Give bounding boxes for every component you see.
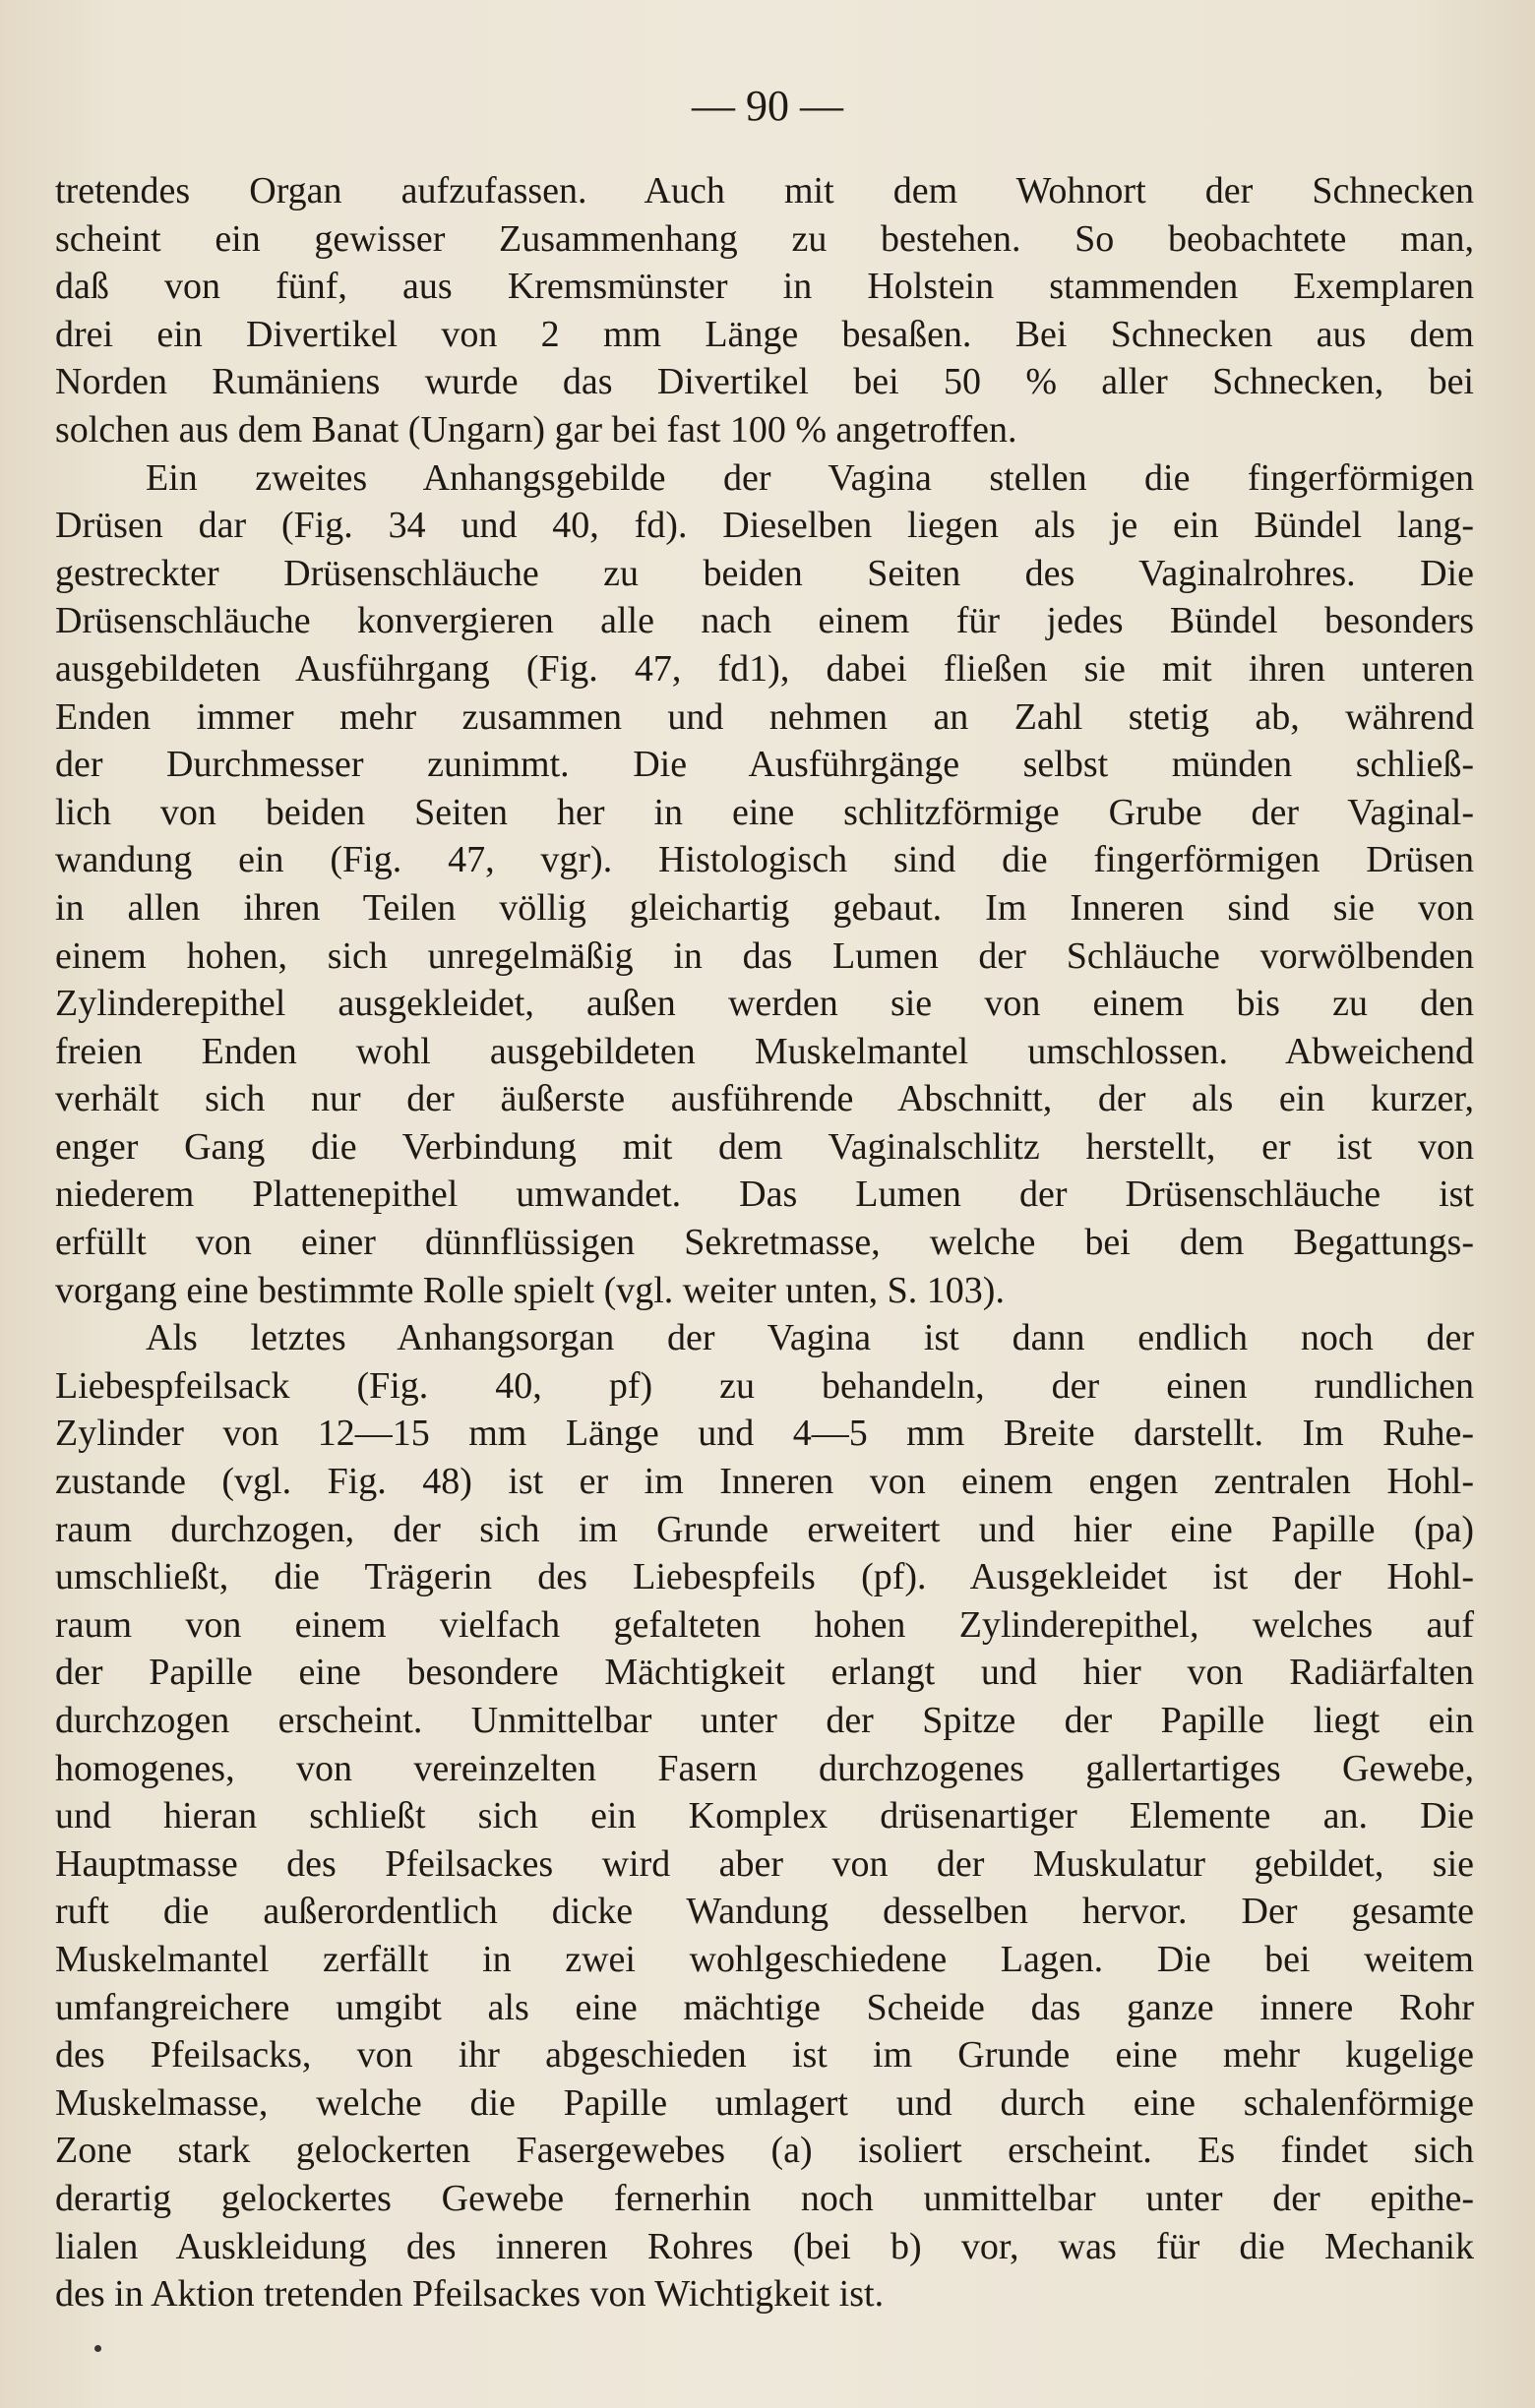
text-line: verhält sich nur der äußerste ausführende Abschnitt, der als ein kurzer, xyxy=(55,1078,1474,1120)
text-line: in allen ihren Teilen völlig gleichartig gebaut. Im Inneren sind sie von xyxy=(55,886,1474,929)
text-line: zustande (vgl. Fig. 48) ist er im Inneren von einem engen zentralen Hohl- xyxy=(55,1461,1474,1503)
text-line: Liebespfeilsack (Fig. 40, pf) zu behandeln, der einen rundlichen xyxy=(55,1364,1474,1407)
text-line: Zone stark gelockerten Fasergewebes (a) isoliert erscheint. Es findet sich xyxy=(55,2130,1474,2172)
text-line: Enden immer mehr zusammen und nehmen an Zahl stetig ab, während xyxy=(55,695,1474,738)
text-line: lich von beiden Seiten her in eine schlitzförmige Grube der Vaginal- xyxy=(55,791,1474,833)
text-line: der Durchmesser zunimmt. Die Ausführgänge selbst münden schließ- xyxy=(55,744,1474,786)
text-line: Als letztes Anhangsorgan der Vagina ist dann endlich noch der xyxy=(146,1317,1474,1359)
text-line: drei ein Divertikel von 2 mm Länge besaßen. Bei Schnecken aus dem xyxy=(55,313,1474,355)
page-number-header: — 90 — xyxy=(692,82,843,130)
text-line: und hieran schließt sich ein Komplex drüsenartiger Elemente an. Die xyxy=(55,1795,1474,1837)
text-line: durchzogen erscheint. Unmittelbar unter der Spitze der Papille liegt ein xyxy=(55,1700,1474,1741)
text-line: umfangreichere umgibt als eine mächtige Scheide das ganze innere Rohr xyxy=(55,1986,1474,2028)
text-line: Zylinder von 12—15 mm Länge und 4—5 mm Breite darstellt. Im Ruhe- xyxy=(55,1413,1474,1455)
text-line: raum durchzogen, der sich im Grunde erweitert und hier eine Papille (pa) xyxy=(55,1508,1474,1550)
text-line: erfüllt von einer dünnflüssigen Sekretmasse, welche bei dem Begattungs- xyxy=(55,1222,1474,1264)
text-line: enger Gang die Verbindung mit dem Vaginalschlitz herstellt, er ist von xyxy=(55,1125,1474,1168)
text-line: scheint ein gewisser Zusammenhang zu bestehen. So beobachtete man, xyxy=(55,217,1474,260)
text-line: freien Enden wohl ausgebildeten Muskelmantel umschlossen. Abweichend xyxy=(55,1030,1474,1072)
text-line: wandung ein (Fig. 47, vgr). Histologisch sind die fingerförmigen Drüsen xyxy=(55,839,1474,881)
text-line: vorgang eine bestimmte Rolle spielt (vgl. weiter unten, S. 103). xyxy=(55,1269,1005,1311)
text-line: der Papille eine besondere Mächtigkeit erlangt und hier von Radiärfalten xyxy=(55,1652,1474,1694)
text-line: derartig gelockertes Gewebe fernerhin noch unmittelbar unter der epithe- xyxy=(55,2177,1474,2219)
text-line: Muskelmasse, welche die Papille umlagert und durch eine schalenförmige xyxy=(55,2081,1474,2124)
text-line: Zylinderepithel ausgekleidet, außen werden sie von einem bis zu den xyxy=(55,983,1474,1025)
text-line: umschließt, die Trägerin des Liebespfeils (pf). Ausgekleidet ist der Hohl- xyxy=(55,1556,1474,1598)
ink-speck xyxy=(94,2345,101,2352)
text-line: Hauptmasse des Pfeilsackes wird aber von der Muskulatur gebildet, sie xyxy=(55,1842,1474,1885)
text-line: einem hohen, sich unregelmäßig in das Lumen der Schläuche vorwölbenden xyxy=(55,934,1474,977)
text-line: solchen aus dem Banat (Ungarn) gar bei fast 100 % angetroffen. xyxy=(55,408,1017,451)
text-line: des in Aktion tretenden Pfeilsackes von Wichtigkeit ist. xyxy=(55,2273,885,2316)
text-line: Drüsen dar (Fig. 34 und 40, fd). Dieselben liegen als je ein Bündel lang- xyxy=(55,505,1474,547)
text-line: homogenes, von vereinzelten Fasern durchzogenes gallertartiges Gewebe, xyxy=(55,1747,1474,1789)
text-line: niederem Plattenepithel umwandet. Das Lumen der Drüsenschläuche ist xyxy=(55,1174,1474,1216)
text-line: ruft die außerordentlich dicke Wandung desselben hervor. Der gesamte xyxy=(55,1891,1474,1933)
text-line: Norden Rumäniens wurde das Divertikel bei 50 % aller Schnecken, bei xyxy=(55,361,1474,403)
text-line: tretendes Organ aufzufassen. Auch mit dem Wohnort der Schnecken xyxy=(55,170,1474,211)
text-line: des Pfeilsacks, von ihr abgeschieden ist im Grunde eine mehr kugelige xyxy=(55,2034,1474,2077)
body-text xyxy=(55,167,1474,2318)
text-line: gestreckter Drüsenschläuche zu beiden Seiten des Vaginalrohres. Die xyxy=(55,552,1474,594)
text-line: raum von einem vielfach gefalteten hohen Zylinderepithel, welches auf xyxy=(55,1603,1474,1646)
text-line: Drüsenschläuche konvergieren alle nach einem für jedes Bündel besonders xyxy=(55,600,1474,642)
text-line: lialen Auskleidung des inneren Rohres (bei b) vor, was für die Mechanik xyxy=(55,2225,1474,2267)
text-line: Ein zweites Anhangsgebilde der Vagina stellen die fingerförmigen xyxy=(146,456,1474,499)
text-line: ausgebildeten Ausführgang (Fig. 47, fd1), dabei fließen sie mit ihren unteren xyxy=(55,647,1474,690)
text-line: Muskelmantel zerfällt in zwei wohlgeschiedene Lagen. Die bei weitem xyxy=(55,1938,1474,1980)
text-line: daß von fünf, aus Kremsmünster in Holstein stammenden Exemplaren xyxy=(55,266,1474,308)
